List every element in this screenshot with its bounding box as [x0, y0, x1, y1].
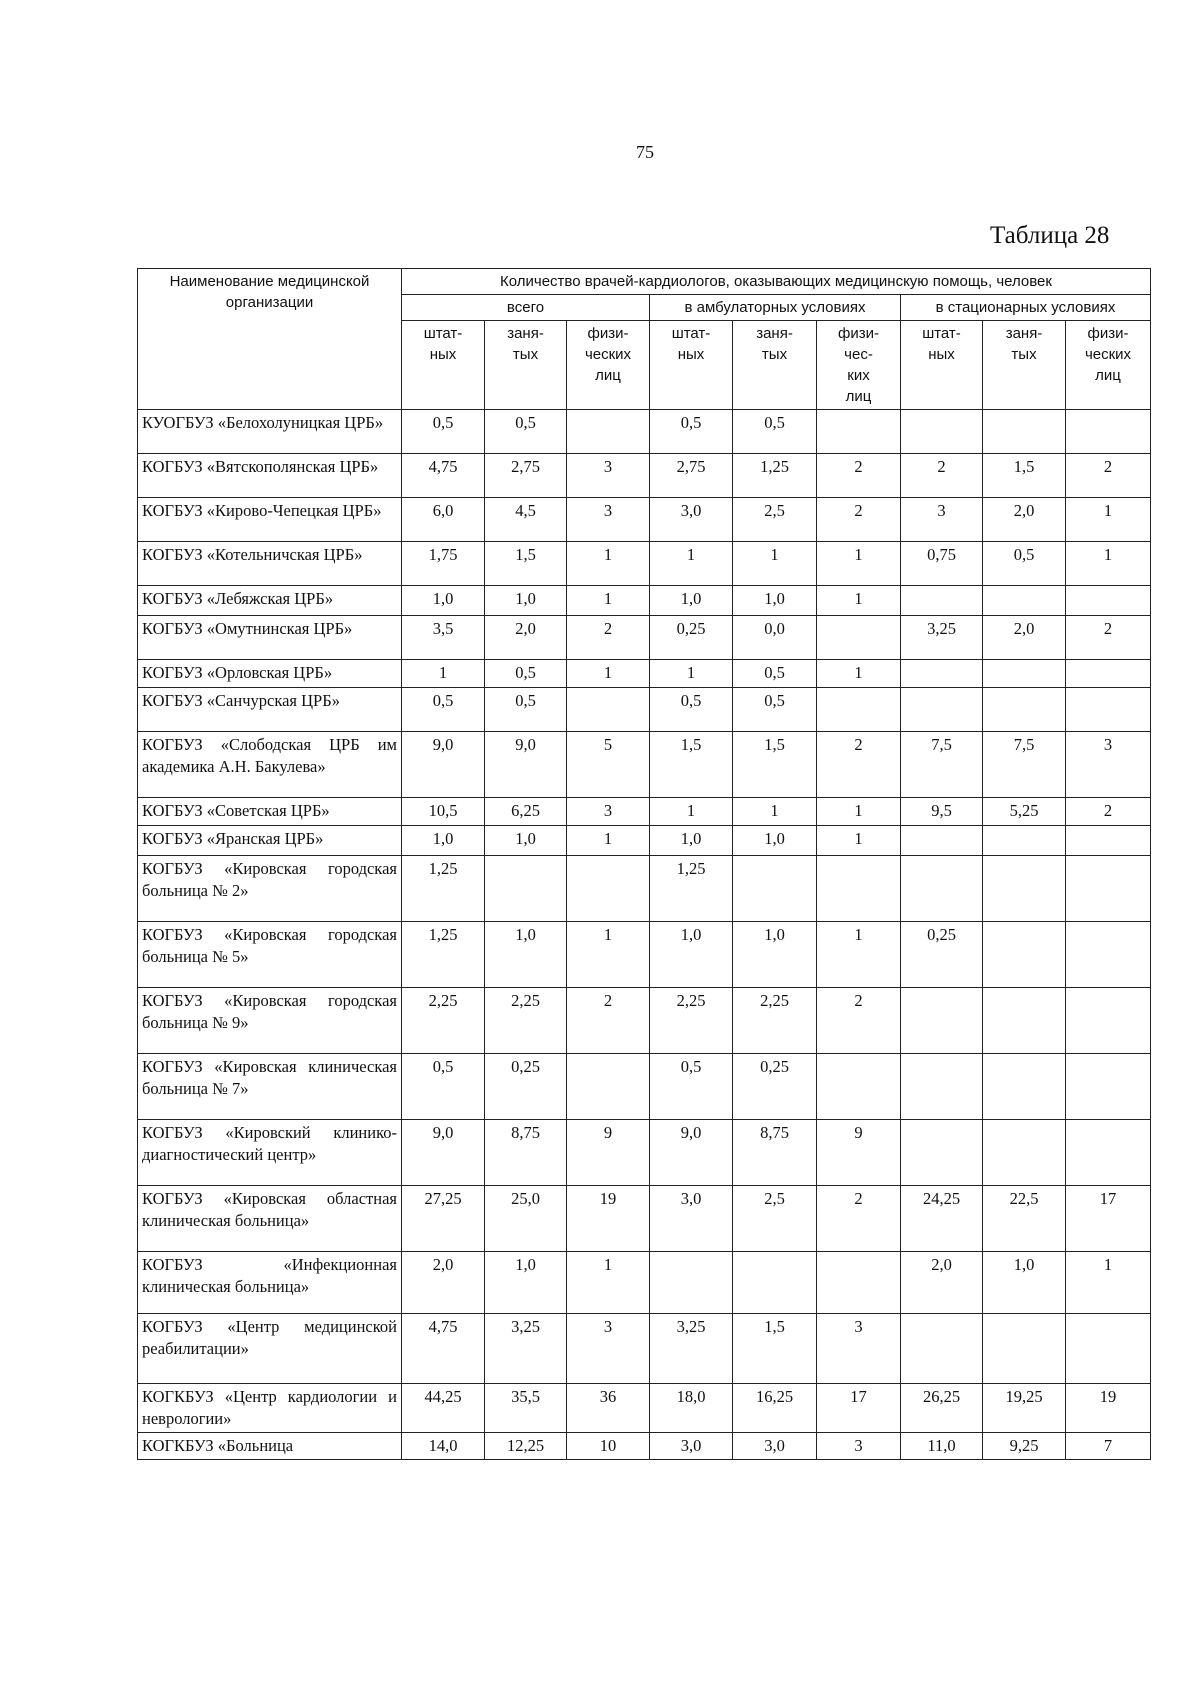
value-cell: [983, 922, 1066, 988]
value-cell: [1066, 660, 1151, 688]
org-name-cell: КОГБУЗ «Санчурская ЦРБ»: [138, 688, 402, 732]
value-cell: 1: [402, 660, 485, 688]
value-cell: 3: [817, 1314, 901, 1384]
value-cell: 2,5: [733, 1186, 817, 1252]
value-cell: 2,75: [650, 454, 733, 498]
value-cell: 2: [1066, 616, 1151, 660]
value-cell: 11,0: [901, 1433, 983, 1460]
value-cell: [1066, 922, 1151, 988]
value-cell: 1: [650, 660, 733, 688]
table-row: [138, 498, 1151, 542]
value-cell: 7,5: [983, 732, 1066, 798]
table-row: [138, 1054, 1151, 1120]
value-cell: 1,0: [485, 1252, 567, 1314]
value-cell: 1: [817, 660, 901, 688]
value-cell: [901, 826, 983, 856]
value-cell: 9,0: [485, 732, 567, 798]
value-cell: 1,0: [485, 586, 567, 616]
value-cell: 1: [1066, 498, 1151, 542]
value-cell: 0,5: [402, 1054, 485, 1120]
value-cell: 44,25: [402, 1384, 485, 1433]
value-cell: 24,25: [901, 1186, 983, 1252]
org-name-cell: КОГБУЗ «Кировский клинико-диагностический центр»: [138, 1120, 402, 1186]
table-row: [138, 1186, 1151, 1252]
value-cell: 2: [817, 988, 901, 1054]
value-cell: 5: [567, 732, 650, 798]
value-cell: [983, 1120, 1066, 1186]
value-cell: 0,5: [733, 660, 817, 688]
table-row: [138, 826, 1151, 856]
value-cell: 1: [1066, 542, 1151, 586]
org-name-cell: КОГБУЗ «Яранская ЦРБ»: [138, 826, 402, 856]
value-cell: 0,5: [650, 688, 733, 732]
value-cell: 22,5: [983, 1186, 1066, 1252]
value-cell: [983, 988, 1066, 1054]
value-cell: 19,25: [983, 1384, 1066, 1433]
table-row: [138, 1314, 1151, 1384]
sub-header: штат- ных: [901, 321, 983, 410]
value-cell: 3,0: [650, 498, 733, 542]
value-cell: 17: [1066, 1186, 1151, 1252]
value-cell: [733, 1252, 817, 1314]
value-cell: [1066, 1120, 1151, 1186]
value-cell: 1: [733, 542, 817, 586]
value-cell: 2,25: [650, 988, 733, 1054]
value-cell: 3,25: [650, 1314, 733, 1384]
org-name-cell: КОГКБУЗ «Центр кардиологии и неврологии»: [138, 1384, 402, 1433]
value-cell: 4,75: [402, 454, 485, 498]
value-cell: 2: [817, 454, 901, 498]
value-cell: 26,25: [901, 1384, 983, 1433]
value-cell: 2: [817, 1186, 901, 1252]
value-cell: 9,25: [983, 1433, 1066, 1460]
value-cell: 1,5: [733, 732, 817, 798]
org-name-cell: КОГБУЗ «Орловская ЦРБ»: [138, 660, 402, 688]
value-cell: [733, 856, 817, 922]
value-cell: 3: [567, 798, 650, 826]
value-cell: 2,25: [733, 988, 817, 1054]
value-cell: 1,5: [650, 732, 733, 798]
value-cell: 6,0: [402, 498, 485, 542]
value-cell: 1: [817, 542, 901, 586]
value-cell: 2: [567, 616, 650, 660]
value-cell: 1: [817, 922, 901, 988]
value-cell: 1,0: [733, 922, 817, 988]
value-cell: 0,5: [733, 410, 817, 454]
table-row: [138, 1120, 1151, 1186]
value-cell: 0,75: [901, 542, 983, 586]
value-cell: [983, 1054, 1066, 1120]
org-name-cell: КУОГБУЗ «Белохолуницкая ЦРБ»: [138, 410, 402, 454]
value-cell: 1: [567, 586, 650, 616]
value-cell: 1: [567, 922, 650, 988]
value-cell: 1,5: [733, 1314, 817, 1384]
value-cell: 0,5: [485, 410, 567, 454]
value-cell: [567, 688, 650, 732]
table-row: [138, 988, 1151, 1054]
value-cell: [983, 856, 1066, 922]
org-name-cell: КОГБУЗ «Вятскополянская ЦРБ»: [138, 454, 402, 498]
value-cell: 2: [567, 988, 650, 1054]
value-cell: [901, 586, 983, 616]
value-cell: [901, 660, 983, 688]
value-cell: [1066, 586, 1151, 616]
value-cell: 1,0: [650, 586, 733, 616]
value-cell: 19: [1066, 1384, 1151, 1433]
value-cell: 3,25: [485, 1314, 567, 1384]
value-cell: 1,0: [733, 826, 817, 856]
value-cell: 25,0: [485, 1186, 567, 1252]
value-cell: 9,5: [901, 798, 983, 826]
table-row: [138, 732, 1151, 798]
value-cell: 36: [567, 1384, 650, 1433]
value-cell: 3: [1066, 732, 1151, 798]
table-row: [138, 616, 1151, 660]
value-cell: 8,75: [485, 1120, 567, 1186]
value-cell: 3,0: [733, 1433, 817, 1460]
value-cell: 2: [1066, 798, 1151, 826]
value-cell: 0,5: [402, 410, 485, 454]
value-cell: [817, 1252, 901, 1314]
org-name-cell: КОГБУЗ «Кировская городская больница № 5»: [138, 922, 402, 988]
value-cell: 3: [567, 454, 650, 498]
value-cell: 1: [567, 1252, 650, 1314]
value-cell: [1066, 1054, 1151, 1120]
table-row: [138, 798, 1151, 826]
value-cell: 35,5: [485, 1384, 567, 1433]
value-cell: [983, 1314, 1066, 1384]
value-cell: [650, 1252, 733, 1314]
value-cell: 5,25: [983, 798, 1066, 826]
value-cell: [901, 856, 983, 922]
value-cell: 3: [817, 1433, 901, 1460]
value-cell: 7: [1066, 1433, 1151, 1460]
value-cell: 10,5: [402, 798, 485, 826]
value-cell: 19: [567, 1186, 650, 1252]
value-cell: 3: [567, 1314, 650, 1384]
value-cell: 2: [901, 454, 983, 498]
org-name-cell: КОГБУЗ «Кировская областная клиническая больница»: [138, 1186, 402, 1252]
value-cell: 1,0: [650, 922, 733, 988]
value-cell: 1,0: [485, 826, 567, 856]
value-cell: [901, 1314, 983, 1384]
value-cell: 1,0: [983, 1252, 1066, 1314]
value-cell: 8,75: [733, 1120, 817, 1186]
value-cell: 9,0: [402, 732, 485, 798]
value-cell: 1: [650, 798, 733, 826]
table-row: [138, 586, 1151, 616]
value-cell: 1,0: [485, 922, 567, 988]
value-cell: 0,25: [485, 1054, 567, 1120]
value-cell: [817, 856, 901, 922]
value-cell: 4,5: [485, 498, 567, 542]
value-cell: 9,0: [402, 1120, 485, 1186]
value-cell: [1066, 856, 1151, 922]
value-cell: 2,0: [983, 616, 1066, 660]
sub-header: заня- тых: [485, 321, 567, 410]
value-cell: [485, 856, 567, 922]
value-cell: 1: [567, 660, 650, 688]
value-cell: 1: [733, 798, 817, 826]
value-cell: 7,5: [901, 732, 983, 798]
value-cell: [817, 616, 901, 660]
group-header-total: всего: [402, 295, 650, 321]
table-row: [138, 922, 1151, 988]
value-cell: 2: [1066, 454, 1151, 498]
cardiologists-table: [137, 268, 1151, 1460]
value-cell: [983, 586, 1066, 616]
table-row: [138, 660, 1151, 688]
value-cell: 16,25: [733, 1384, 817, 1433]
org-name-cell: КОГБУЗ «Кировская городская больница № 9»: [138, 988, 402, 1054]
sub-header: заня- тых: [733, 321, 817, 410]
value-cell: 2,0: [901, 1252, 983, 1314]
table-row: [138, 688, 1151, 732]
table-row: [138, 1433, 1151, 1460]
value-cell: 9: [567, 1120, 650, 1186]
value-cell: 0,5: [983, 542, 1066, 586]
value-cell: [901, 1054, 983, 1120]
org-name-cell: КОГБУЗ «Центр медицинской реабилитации»: [138, 1314, 402, 1384]
value-cell: 9,0: [650, 1120, 733, 1186]
value-cell: [1066, 410, 1151, 454]
value-cell: [817, 410, 901, 454]
value-cell: 1: [817, 798, 901, 826]
value-cell: [817, 688, 901, 732]
table-caption: Таблица 28: [990, 222, 1110, 249]
sub-header: физи- ческих лиц: [1066, 321, 1151, 410]
table-row: [138, 856, 1151, 922]
value-cell: 2,25: [485, 988, 567, 1054]
table-row: [138, 410, 1151, 454]
value-cell: 1,25: [402, 922, 485, 988]
value-cell: 1: [567, 542, 650, 586]
sub-header: физи- ческих лиц: [567, 321, 650, 410]
value-cell: 3: [567, 498, 650, 542]
header-row-1: [138, 269, 1151, 295]
value-cell: [901, 410, 983, 454]
value-cell: 1,0: [402, 826, 485, 856]
value-cell: [567, 856, 650, 922]
value-cell: 2: [817, 732, 901, 798]
value-cell: 2,75: [485, 454, 567, 498]
value-cell: [1066, 688, 1151, 732]
value-cell: 1,25: [402, 856, 485, 922]
value-cell: 0,5: [650, 1054, 733, 1120]
value-cell: 17: [817, 1384, 901, 1433]
value-cell: 0,25: [901, 922, 983, 988]
value-cell: 3,5: [402, 616, 485, 660]
org-name-cell: КОГБУЗ «Инфекционная клиническая больница»: [138, 1252, 402, 1314]
value-cell: 1,5: [485, 542, 567, 586]
value-cell: 1,25: [650, 856, 733, 922]
value-cell: 14,0: [402, 1433, 485, 1460]
value-cell: [901, 1120, 983, 1186]
table-row: [138, 1384, 1151, 1433]
table-row: [138, 542, 1151, 586]
org-name-cell: КОГКБУЗ «Больница: [138, 1433, 402, 1460]
value-cell: 2,0: [402, 1252, 485, 1314]
value-cell: 2,5: [733, 498, 817, 542]
sub-header: штат- ных: [402, 321, 485, 410]
table-body: [138, 410, 1151, 1460]
value-cell: 0,25: [650, 616, 733, 660]
org-name-header: Наименование медицинской организации: [138, 269, 402, 410]
value-cell: 1: [817, 586, 901, 616]
value-cell: [983, 826, 1066, 856]
value-cell: 1,0: [402, 586, 485, 616]
org-name-cell: КОГБУЗ «Советская ЦРБ»: [138, 798, 402, 826]
value-cell: [567, 410, 650, 454]
value-cell: 1,0: [650, 826, 733, 856]
org-name-cell: КОГБУЗ «Кировская городская больница № 2»: [138, 856, 402, 922]
value-cell: 1: [817, 826, 901, 856]
value-cell: 1: [650, 542, 733, 586]
org-name-cell: КОГБУЗ «Кирово-Чепецкая ЦРБ»: [138, 498, 402, 542]
value-cell: [817, 1054, 901, 1120]
value-cell: 1,75: [402, 542, 485, 586]
org-name-cell: КОГБУЗ «Кировская клиническая больница № 7»: [138, 1054, 402, 1120]
value-cell: 0,5: [733, 688, 817, 732]
org-name-cell: КОГБУЗ «Слободская ЦРБ им академика А.Н. Бакулева»: [138, 732, 402, 798]
value-cell: 0,5: [650, 410, 733, 454]
value-cell: [901, 988, 983, 1054]
value-cell: 0,25: [733, 1054, 817, 1120]
value-cell: [1066, 826, 1151, 856]
value-cell: 1,0: [733, 586, 817, 616]
value-cell: 2: [817, 498, 901, 542]
value-cell: 6,25: [485, 798, 567, 826]
value-cell: 2,0: [485, 616, 567, 660]
value-cell: [1066, 1314, 1151, 1384]
value-cell: [983, 660, 1066, 688]
value-cell: 3,0: [650, 1433, 733, 1460]
value-cell: 0,5: [485, 660, 567, 688]
org-name-cell: КОГБУЗ «Котельничская ЦРБ»: [138, 542, 402, 586]
value-cell: 0,5: [402, 688, 485, 732]
org-name-cell: КОГБУЗ «Лебяжская ЦРБ»: [138, 586, 402, 616]
main-title-header: Количество врачей-кардиологов, оказывающих медицинскую помощь, человек: [402, 269, 1151, 295]
value-cell: 3: [901, 498, 983, 542]
value-cell: 18,0: [650, 1384, 733, 1433]
value-cell: 12,25: [485, 1433, 567, 1460]
sub-header: штат- ных: [650, 321, 733, 410]
table-row: [138, 454, 1151, 498]
value-cell: 2,25: [402, 988, 485, 1054]
value-cell: 1: [567, 826, 650, 856]
value-cell: [901, 688, 983, 732]
value-cell: 3,25: [901, 616, 983, 660]
value-cell: 0,5: [485, 688, 567, 732]
page-number: 75: [636, 142, 654, 162]
value-cell: [567, 1054, 650, 1120]
org-name-cell: КОГБУЗ «Омутнинская ЦРБ»: [138, 616, 402, 660]
sub-header: физи- чес- ких лиц: [817, 321, 901, 410]
group-header-outpatient: в амбулаторных условиях: [650, 295, 901, 321]
value-cell: 1: [1066, 1252, 1151, 1314]
value-cell: 1,25: [733, 454, 817, 498]
sub-header: заня- тых: [983, 321, 1066, 410]
value-cell: 9: [817, 1120, 901, 1186]
value-cell: 10: [567, 1433, 650, 1460]
table-row: [138, 1252, 1151, 1314]
value-cell: 27,25: [402, 1186, 485, 1252]
value-cell: 1,5: [983, 454, 1066, 498]
value-cell: 2,0: [983, 498, 1066, 542]
value-cell: [1066, 988, 1151, 1054]
value-cell: 3,0: [650, 1186, 733, 1252]
value-cell: 4,75: [402, 1314, 485, 1384]
value-cell: [983, 410, 1066, 454]
value-cell: [983, 688, 1066, 732]
group-header-inpatient: в стационарных условиях: [901, 295, 1151, 321]
value-cell: 0,0: [733, 616, 817, 660]
